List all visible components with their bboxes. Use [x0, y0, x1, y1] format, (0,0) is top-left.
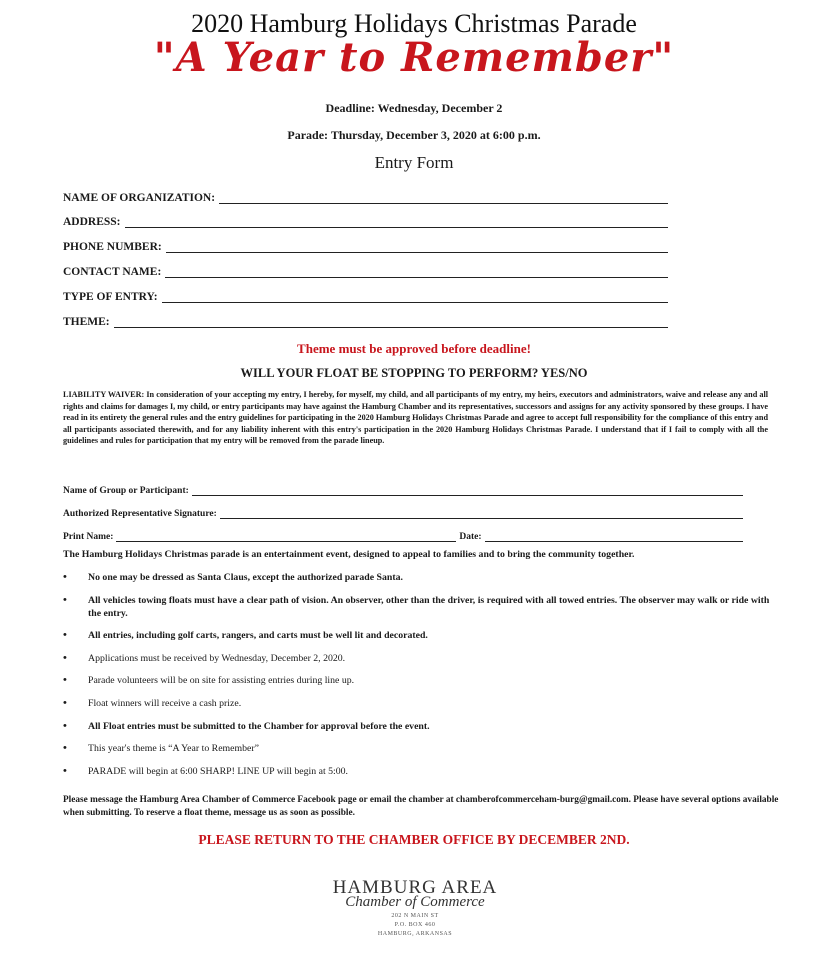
- liability-waiver: LIABILITY WAIVER: In consideration of your accepting my entry, I hereby, for myself, my child, and all participants of my entry, my heirs, executors and administrators, waive and release any and all rights and claims for damages I, my child, or entry participants may have against the Hamburg Chamber and its representatives, successors and assigns for any activity sponsored by these groups. I have read in its entirety the general rules and the entry guidelines for participating in the 2020 Hamburg Holidays Christmas Parade and agree to accept full responsibility for the compliance of this entry and all participants associated therewith, and for any liability inherent with this entry's participation in the 2020 Hamburg Holidays Christmas Parade. I understand that if I fail to comply with all the guidelines and rules for participation that my entry will be removed from the parade lineup.: [63, 390, 768, 446]
- list-item: • This year's theme is “A Year to Remember”: [63, 742, 259, 755]
- list-item: • Float winners will receive a cash prize.: [63, 696, 242, 709]
- date-input-line[interactable]: [485, 531, 743, 542]
- address-field: [63, 212, 668, 228]
- theme-approval-note: Theme must be approved before deadline!: [297, 341, 531, 356]
- list-item: • All vehicles towing floats must have a clear path of vision. An observer, other than the driver, is required with all towed entries. The observer may walk or ride with the entry.: [63, 593, 770, 619]
- bullet-icon: •: [63, 674, 67, 687]
- list-item: • PARADE will begin at 6:00 SHARP! LINE UP will begin at 5:00.: [63, 764, 348, 777]
- parade-theme-subtitle: "A Year to Remember": [153, 34, 675, 81]
- logo-line-1: HAMBURG AREA: [332, 877, 498, 898]
- return-deadline-note: PLEASE RETURN TO THE CHAMBER OFFICE BY DECEMBER 2ND.: [198, 832, 630, 847]
- list-item: • No one may be dressed as Santa Claus, except the authorized parade Santa.: [63, 571, 403, 583]
- print-name-label: Print Name:: [63, 532, 114, 542]
- phone-field: [63, 237, 668, 253]
- bullet-icon: •: [63, 571, 67, 583]
- list-item: • All entries, including golf carts, rangers, and carts must be well lit and decorated.: [63, 629, 428, 642]
- theme-input-line[interactable]: [114, 315, 668, 328]
- chamber-logo: [300, 878, 530, 968]
- logo-line-2: Chamber of Commerce: [345, 894, 485, 910]
- phone-label: PHONE NUMBER:: [63, 241, 162, 253]
- list-item: • Parade volunteers will be on site for assisting entries during line up.: [63, 674, 355, 687]
- contact-message: Please message the Hamburg Area Chamber of Commerce Facebook page or email the chamber at chamberofcommerceham-burg@gmail.com. Please have several options available when submitting. To reserve a float theme, message us as soon as possible.: [63, 795, 779, 818]
- theme-label: THEME:: [63, 316, 110, 328]
- representative-signature-field: [63, 505, 743, 519]
- organization-input-line[interactable]: [219, 191, 668, 204]
- bullet-icon: •: [63, 719, 67, 732]
- entry-type-field: [63, 287, 668, 303]
- date-label: Date:: [459, 532, 482, 542]
- representative-signature-label: Authorized Representative Signature:: [63, 509, 217, 519]
- print-name-input-line[interactable]: [116, 531, 456, 542]
- entry-type-input-line[interactable]: [162, 290, 668, 303]
- page-title: 2020 Hamburg Holidays Christmas Parade: [191, 9, 637, 38]
- deadline-text: Deadline: Wednesday, December 2: [325, 101, 503, 115]
- organization-field: [63, 188, 668, 204]
- list-item: • Applications must be received by Wednesday, December 2, 2020.: [63, 651, 346, 664]
- address-input-line[interactable]: [125, 215, 668, 228]
- bullet-icon: •: [63, 629, 67, 642]
- group-name-field: [63, 482, 743, 496]
- list-item: • All Float entries must be submitted to the Chamber for approval before the event.: [63, 719, 430, 732]
- entry-type-label: TYPE OF ENTRY:: [63, 291, 158, 303]
- bullet-icon: •: [63, 651, 67, 664]
- rules-list: [63, 571, 773, 787]
- form-heading: Entry Form: [374, 153, 454, 172]
- parade-date-text: Parade: Thursday, December 3, 2020 at 6:00 p.m.: [287, 128, 541, 142]
- print-name-date-row: [63, 528, 743, 542]
- bullet-icon: •: [63, 593, 67, 606]
- address-label: ADDRESS:: [63, 216, 121, 228]
- representative-signature-line[interactable]: [220, 508, 743, 519]
- phone-input-line[interactable]: [166, 240, 668, 253]
- logo-address: 202 N MAIN ST P.O. BOX 460 HAMBURG, ARKANSAS: [377, 913, 453, 937]
- contact-field: [63, 262, 668, 278]
- bullet-icon: •: [63, 742, 67, 755]
- contact-label: CONTACT NAME:: [63, 266, 162, 278]
- float-stopping-question: WILL YOUR FLOAT BE STOPPING TO PERFORM? YES/NO: [240, 366, 588, 380]
- group-name-input-line[interactable]: [192, 485, 743, 496]
- theme-field: [63, 312, 668, 328]
- bullet-icon: •: [63, 764, 67, 777]
- organization-label: NAME OF ORGANIZATION:: [63, 192, 216, 204]
- bullet-icon: •: [63, 696, 67, 709]
- parade-intro-text: The Hamburg Holidays Christmas parade is an entertainment event, designed to appeal to families and to bring the community together.: [63, 549, 635, 560]
- contact-input-line[interactable]: [165, 265, 668, 278]
- group-name-label: Name of Group or Participant:: [63, 486, 189, 496]
